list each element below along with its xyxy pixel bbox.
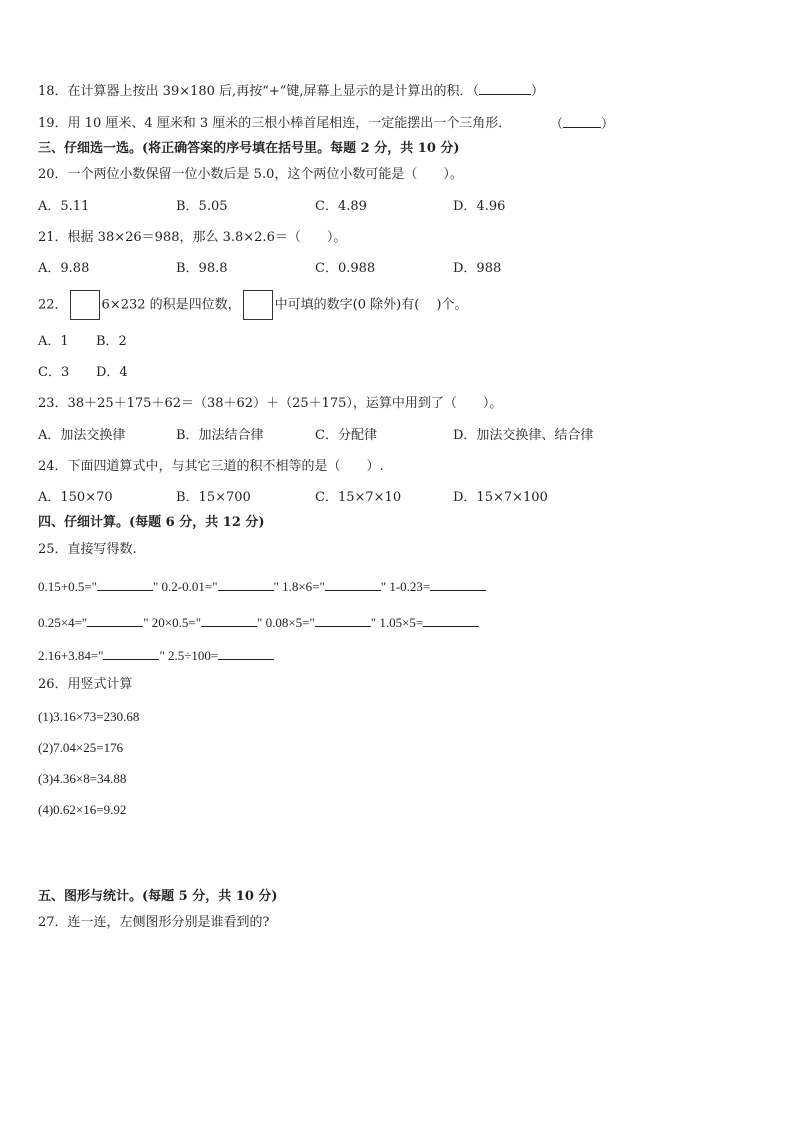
question-27-text: 27．连一连，左侧图形分别是谁看到的? [38, 915, 270, 930]
q21-option-d[interactable]: D．988 [453, 261, 502, 276]
q26-item-2: (2)7.04×25=176 [38, 740, 124, 755]
q22-blank-box-2[interactable] [243, 290, 273, 320]
q20-option-d[interactable]: D．4.96 [453, 199, 506, 214]
q23-option-d[interactable]: D．加法交换律、结合律 [453, 428, 594, 443]
q19-answer: （ ） [550, 117, 615, 132]
q20-option-a[interactable]: A．5.11 [38, 199, 90, 214]
question-26-text: 26．用竖式计算 [38, 677, 133, 692]
q18-close: ） [531, 84, 545, 99]
question-18 [38, 82, 544, 101]
q25-blank[interactable] [97, 578, 153, 591]
q19-number: 19． [38, 116, 68, 131]
q25-row-3: 2.16+3.84=" " 2.5÷100= [38, 647, 274, 665]
q23-option-b[interactable]: B．加法结合律 [176, 428, 264, 443]
section-3-heading: 三、仔细选一选。(将正确答案的序号填在括号里。每题 2 分，共 10 分) [38, 141, 460, 156]
q23-option-c[interactable]: C．分配律 [315, 428, 377, 443]
q25-blank[interactable] [103, 647, 159, 660]
q25-row-2: 0.25×4=" " 20×0.5=" " 0.08×5=" " 1.05×5= [38, 614, 479, 632]
section-5-heading: 五、图形与统计。(每题 5 分，共 10 分) [38, 889, 278, 904]
q25-blank[interactable] [423, 614, 479, 627]
q26-item-4: (4)0.62×16=9.92 [38, 802, 127, 817]
q19-text: 用 10 厘米、4 厘米和 3 厘米的三根小棒首尾相连，一定能摆出一个三角形． [67, 116, 512, 131]
q22-part2: 中可填的数字(0 除外)有( )个。 [274, 297, 468, 313]
q22-number: 22． [38, 297, 68, 313]
q21-option-b[interactable]: B．98.8 [176, 261, 228, 276]
q25-blank[interactable] [201, 614, 257, 627]
q19-answer-blank[interactable] [563, 115, 601, 128]
question-23-text: 23．38＋25＋175＋62＝（38＋62）＋（25＋175），运算中用到了（ ）。 [38, 396, 503, 411]
q22-option-a[interactable]: A．1 [38, 334, 69, 349]
q24-option-c[interactable]: C．15×7×10 [315, 490, 402, 505]
q24-option-d[interactable]: D．15×7×100 [453, 490, 548, 505]
q18-answer-blank[interactable] [479, 82, 531, 95]
q22-option-d[interactable]: D．4 [96, 365, 128, 380]
q25-blank[interactable] [315, 614, 371, 627]
question-21-text: 21．根据 38×26＝988，那么 3.8×2.6＝（ ）。 [38, 230, 347, 245]
q20-option-b[interactable]: B．5.05 [176, 199, 228, 214]
q25-blank[interactable] [325, 578, 381, 591]
q24-option-a[interactable]: A．150×70 [38, 490, 113, 505]
question-24-text: 24．下面四道算式中，与其它三道的积不相等的是（ ）. [38, 459, 384, 474]
question-20-text: 20．一个两位小数保留一位小数后是 5.0，这个两位小数可能是（ ）。 [38, 167, 463, 182]
q23-option-a[interactable]: A．加法交换律 [38, 428, 126, 443]
question-19 [38, 115, 511, 133]
question-22 [38, 290, 467, 321]
q22-option-b[interactable]: B．2 [96, 334, 127, 349]
q22-blank-box-1[interactable] [70, 290, 100, 320]
question-25-text: 25．直接写得数. [38, 542, 137, 557]
q18-number: 18． [38, 84, 68, 99]
q25-row-1: 0.15+0.5=" " 0.2-0.01=" " 1.8×6=" " 1-0.23= [38, 578, 486, 596]
q25-blank[interactable] [218, 647, 274, 660]
q26-item-1: (1)3.16×73=230.68 [38, 709, 140, 724]
q20-option-c[interactable]: C．4.89 [315, 199, 367, 214]
q25-blank[interactable] [87, 614, 143, 627]
q22-part1: 6×232 的积是四位数， [101, 297, 241, 313]
q25-blank[interactable] [218, 578, 274, 591]
q25-blank[interactable] [430, 578, 486, 591]
q18-text: 在计算器上按出 39×180 后,再按“+”键,屏幕上显示的是计算出的积．（ [67, 84, 480, 99]
q21-option-c[interactable]: C．0.988 [315, 261, 376, 276]
q22-option-c[interactable]: C．3 [38, 365, 70, 380]
section-4-heading: 四、仔细计算。(每题 6 分，共 12 分) [38, 515, 265, 530]
q26-item-3: (3)4.36×8=34.88 [38, 771, 127, 786]
q24-option-b[interactable]: B．15×700 [176, 490, 251, 505]
q21-option-a[interactable]: A．9.88 [38, 261, 90, 276]
